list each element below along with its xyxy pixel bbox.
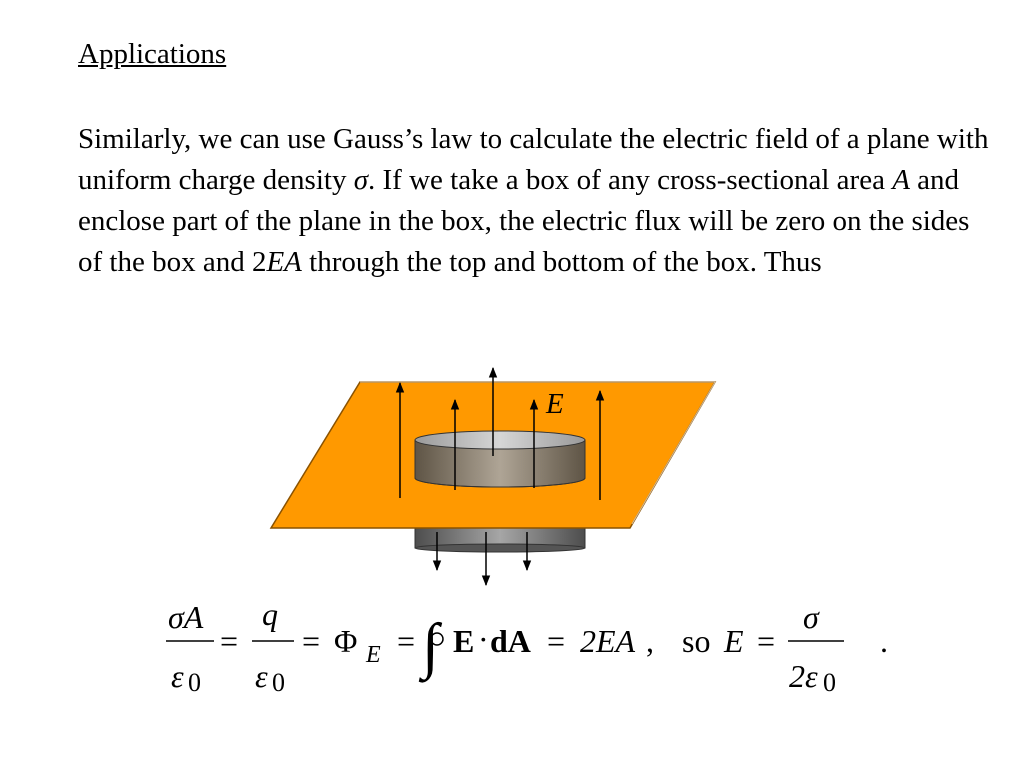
lhs-numerator: σA (168, 599, 204, 635)
final-denominator-sub: 0 (823, 668, 836, 697)
mid-numerator: q (262, 596, 278, 632)
para-text-2: . If we take a box of any cross-sectional area (368, 164, 893, 196)
mid-denominator-sub: 0 (272, 668, 285, 697)
comma: , (646, 623, 654, 659)
flux-symbol: Φ (334, 623, 358, 659)
para-text-4: through the top and bottom of the box. Thus (301, 246, 822, 278)
mid-denominator: ε (255, 658, 268, 694)
area-symbol: A (892, 164, 910, 196)
field-label: E (546, 388, 564, 420)
equals-1: = (220, 623, 239, 659)
so-word: so (682, 623, 711, 659)
final-denominator: 2ε (789, 658, 818, 694)
ea-symbol: EA (266, 246, 302, 278)
slide-heading: Applications (78, 38, 227, 70)
result-2ea: 2EA (580, 623, 636, 659)
period: . (880, 623, 888, 659)
lhs-denominator: ε (171, 658, 184, 694)
sigma-symbol: σ (353, 164, 369, 196)
para-text-1: Similarly, we can use Gauss’s law to calculate the electric field of a plane with uniform charge density (78, 123, 989, 196)
e-variable: E (724, 623, 744, 659)
equals-3: = (397, 623, 416, 659)
integral-sign: ∫ (422, 612, 439, 680)
final-numerator: σ (803, 599, 819, 635)
dot-operator: · (478, 621, 489, 657)
equals-5: = (757, 623, 776, 659)
e-vector: E (453, 623, 475, 659)
flux-subscript: E (366, 642, 381, 668)
da-vector: dA (490, 623, 531, 659)
lhs-denominator-sub: 0 (188, 668, 201, 697)
equals-2: = (302, 623, 321, 659)
para-text-3: and enclose part of the plane in the box, the electric flux will be zero on the sides of the box and 2 (78, 164, 970, 278)
equals-4: = (547, 623, 566, 659)
